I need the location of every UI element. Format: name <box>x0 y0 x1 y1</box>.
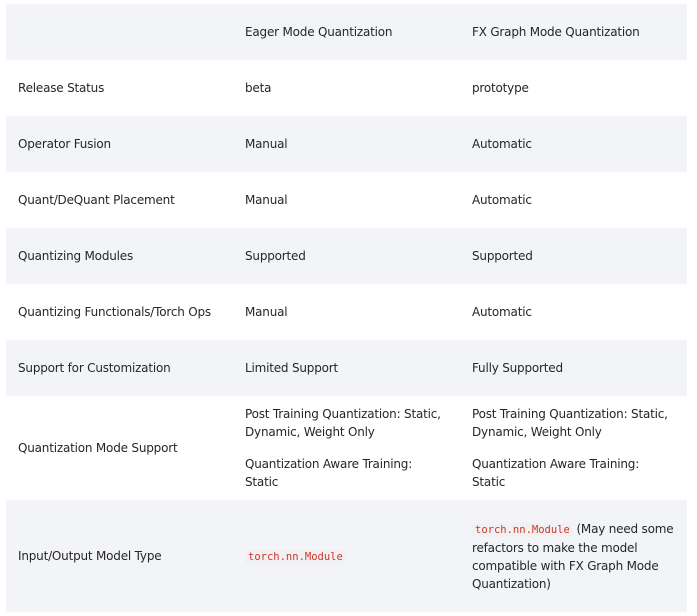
eager-cell: beta <box>233 60 460 116</box>
table-row <box>6 500 687 612</box>
table-row <box>6 340 687 396</box>
feature-cell: Quantizing Functionals/Torch Ops <box>6 284 233 340</box>
header-cell-fx: FX Graph Mode Quantization <box>460 4 687 60</box>
fx-cell: prototype <box>460 60 687 116</box>
fx-cell: Automatic <box>460 172 687 228</box>
code-torch-nn-module: torch.nn.Module <box>245 550 346 564</box>
comparison-table <box>6 4 687 612</box>
fx-cell <box>460 396 687 500</box>
table-row <box>6 172 687 228</box>
header-cell-eager: Eager Mode Quantization <box>233 4 460 60</box>
fx-qat-text: Quantization Aware Training: Static <box>472 457 640 489</box>
table-row <box>6 116 687 172</box>
eager-cell: Manual <box>233 284 460 340</box>
eager-cell: Limited Support <box>233 340 460 396</box>
feature-cell: Quantizing Modules <box>6 228 233 284</box>
header-cell-empty <box>6 4 233 60</box>
fx-cell: Automatic <box>460 284 687 340</box>
table-row <box>6 396 687 500</box>
fx-cell <box>460 500 687 612</box>
fx-cell: Supported <box>460 228 687 284</box>
table-header-row <box>6 4 687 60</box>
feature-cell: Quantization Mode Support <box>6 396 233 500</box>
eager-cell <box>233 396 460 500</box>
fx-ptq-text: Post Training Quantization: Static, Dynamic, Weight Only <box>472 407 668 439</box>
table-row <box>6 60 687 116</box>
fx-cell: Fully Supported <box>460 340 687 396</box>
eager-cell: Manual <box>233 116 460 172</box>
fx-cell: Automatic <box>460 116 687 172</box>
eager-ptq-text: Post Training Quantization: Static, Dynamic, Weight Only <box>245 407 441 439</box>
feature-cell: Release Status <box>6 60 233 116</box>
eager-cell: Manual <box>233 172 460 228</box>
table-row <box>6 228 687 284</box>
feature-cell: Support for Customization <box>6 340 233 396</box>
fx-model-note: (May need some refactors to make the model compatible with FX Graph Mode Quantization) <box>472 521 674 591</box>
eager-cell <box>233 500 460 612</box>
feature-cell: Input/Output Model Type <box>6 500 233 612</box>
feature-cell: Operator Fusion <box>6 116 233 172</box>
feature-cell: Quant/DeQuant Placement <box>6 172 233 228</box>
fx-model-type-text <box>472 520 675 593</box>
eager-qat-text: Quantization Aware Training: Static <box>245 457 413 489</box>
eager-cell: Supported <box>233 228 460 284</box>
code-torch-nn-module: torch.nn.Module <box>472 523 573 537</box>
table-row <box>6 284 687 340</box>
